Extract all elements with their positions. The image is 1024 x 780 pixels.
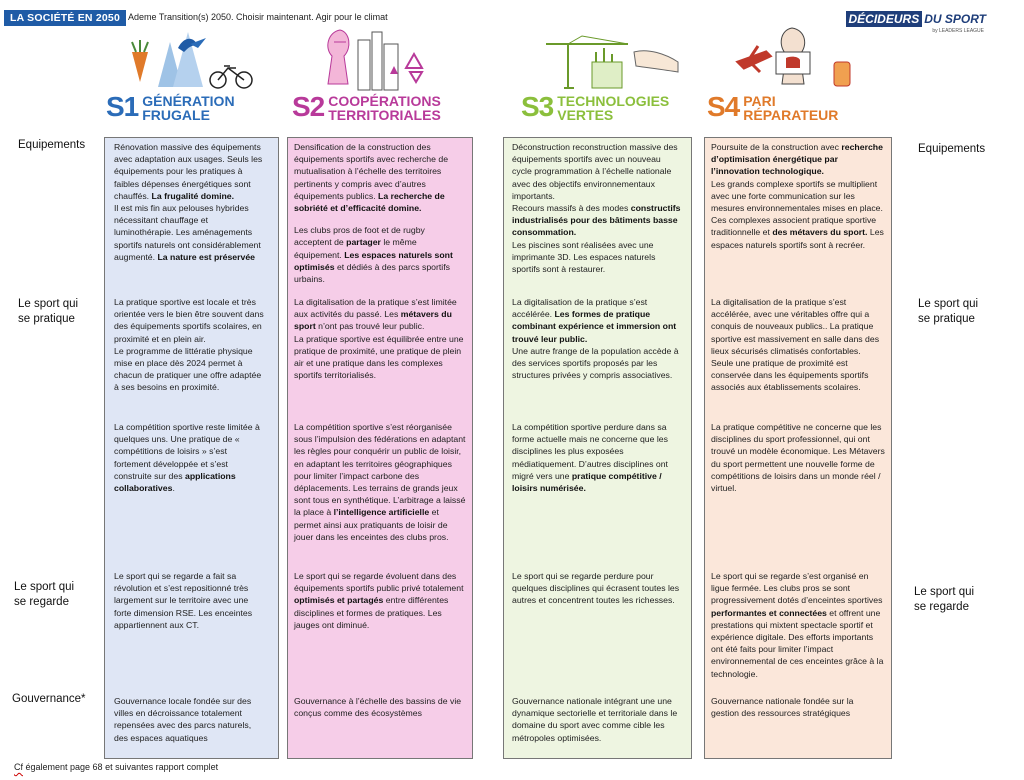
s3-competition: La compétition sportive perdure dans sa forme actuelle mais ne concerne que les disciplines les plus exposées médiatiquement. D’autres disciplines ont migré vers une pratique compétitive / loisirs numérisée. bbox=[512, 422, 668, 494]
s3-regarde: Le sport qui se regarde perdure pour quelques disciplines qui écrasent toutes les autres et concentrent toutes les richesses. bbox=[512, 571, 680, 606]
logo-subtitle: by LEADERS LEAGUE bbox=[932, 28, 984, 34]
s2-equipements: Densification de la construction des équipements sportifs avec recherche de mutualisation à l’échelle des territoires pertinents y compris avec d’autres équipements publics. La recherche de sobriété et d’efficacité domine. Les clubs pros de foot et de rugby acceptent de partager le même équipement. Les espaces naturels sont optimisés et dédiés à des parcs sportifs urbains. bbox=[294, 142, 453, 285]
s3-gouvernance: Gouvernance nationale intégrant une une dynamique sectorielle et territoriale dans le domaine du sport avec comme cible les métropoles optimisées. bbox=[512, 696, 678, 743]
s1-competition: La compétition sportive reste limitée à quelques uns. Une pratique de « compétitions de loisirs » s’est fortement développée et s’est construite sur des applications collaboratives. bbox=[114, 422, 260, 494]
s4-competition: La pratique compétitive ne concerne que les disciplines du sport professionnel, qui ont trouvé un modèle économique. Les Métavers du sport permettent une nouvelle forme de compétitions de loisirs dans un monde réel / virtuel. bbox=[711, 422, 885, 494]
s1-regarde: Le sport qui se regarde a fait sa révolution et s’est repositionné très largement sur le territoire avec une forte dimension RSE. Les enceintes appartiennent aux CT. bbox=[114, 571, 253, 630]
s4-regarde: Le sport qui se regarde s’est organisé en ligue fermée. Les clubs pros se sont progressivement dotés d’enceintes sportives performantes et connectées et offrent une prestations qui mixtent spectacle sportif et expérience digitale. Des efforts importants ont été faits pour limiter l’impact environnemental de ces enceintes grâce à la technologie. bbox=[711, 571, 884, 679]
s2-gouvernance: Gouvernance à l’échelle des bassins de vie conçus comme des écosystèmes bbox=[294, 696, 462, 719]
column-s1 bbox=[104, 137, 279, 759]
crane-factory-hand-illustration bbox=[538, 22, 688, 92]
s3-equipements: Déconstruction reconstruction massive des équipements sportifs avec un nouveau cycle programmation à l’échelle nationale avec des objectifs environnementaux importants. Recours massifs à des modes constructifs industrialisés pour des bâtiments basse consommation. Les piscines sont réalisées avec une imprimante 3D. Les espaces naturels sportifs sont à restaurer. bbox=[512, 142, 681, 275]
row-label-equipements-right: Equipements bbox=[918, 143, 986, 155]
decideurs-du-sport-logo: DÉCIDEURS DU SPORT bbox=[846, 12, 986, 26]
woman-buildings-recycle-illustration bbox=[310, 22, 460, 92]
row-label-equipements-left: Equipements bbox=[18, 139, 86, 151]
woman-plane-screen-illustration bbox=[730, 22, 880, 92]
page-tag: LA SOCIÉTÉ EN 2050 bbox=[4, 10, 126, 26]
s4-pratique: La digitalisation de la pratique s’est accélérée, avec une véritables offre qui a conquis de nouveaux publics.. La pratique sportive est massivement en salle dans des lieux sécurisés climatisés confortables. Seule une pratique de proximité est conservée dans les équipements sportifs associés aux établissements scolaires. bbox=[711, 297, 880, 393]
s3-pratique: La digitalisation de la pratique s’est accélérée. Les formes de pratique combinant expérience et immersion ont trouvé leur public. Une autre frange de la population accède à des services sportifs proposés par les structures privées y compris associatives. bbox=[512, 297, 679, 381]
s1-equipements: Rénovation massive des équipements avec adaptation aux usages. Seuls les équipements pour les pratiques à faibles dépenses énergétiques sont chauffés. La frugalité domine. Il est mis fin aux pelouses hybrides nécessitant chauffage et luminothérapie. Les aménagements sportifs naturels ont considérablement augmenté. La nature est préservée bbox=[114, 142, 263, 262]
row-label-pratique-left: Le sport qui se pratique bbox=[18, 298, 79, 325]
column-s4 bbox=[704, 137, 892, 759]
s4-gouvernance: Gouvernance nationale fondée sur la gestion des ressources stratégiques bbox=[711, 696, 854, 719]
scenario-s2-title: S2 COOPÉRATIONS TERRITORIALES bbox=[292, 91, 441, 123]
column-s3 bbox=[503, 137, 692, 759]
s2-number: S2 bbox=[292, 91, 325, 122]
footer-note: Cf également page 68 et suivantes rapport complet bbox=[14, 762, 219, 772]
row-label-pratique-right: Le sport qui se pratique bbox=[918, 298, 979, 325]
row-label-gouvernance-left: Gouvernance* bbox=[12, 693, 86, 705]
s4-equipements: Poursuite de la construction avec recherche d’optimisation énergétique par l’innovation technologique. Les grands complexe sportifs se multiplient avec une forte communication sur les mesures environnementales mises en place. Ces complexes associent pratique sportive traditionnelle et des métavers du sport. Les espaces naturels sportifs sont à recréer. bbox=[711, 142, 884, 250]
report-subtitle: Ademe Transition(s) 2050. Choisir maintenant. Agir pour le climat bbox=[128, 12, 388, 22]
scenario-s3-title: S3 TECHNOLOGIES VERTES bbox=[521, 91, 670, 123]
scenario-s4-title: S4 PARI RÉPARATEUR bbox=[707, 91, 839, 123]
s2-pratique: La digitalisation de la pratique s’est limitée aux activités du passé. Les métavers du sport n’ont pas trouvé leur public. La pratique sportive est équilibrée entre une pratique de proximité, une pratique de plein air et une pratique dans les complexes sportifs territorialisés. bbox=[294, 297, 464, 381]
row-label-regarde-left: Le sport qui se regarde bbox=[14, 581, 75, 608]
carrot-bird-bicycle-illustration bbox=[118, 22, 268, 92]
s1-gouvernance: Gouvernance locale fondée sur des villes en décroissance totalement repensées avec des parcs naturels, des espaces aquatiques bbox=[114, 696, 252, 743]
s1-number: S1 bbox=[106, 91, 139, 122]
scenario-s1-title: S1 GÉNÉRATION FRUGALE bbox=[106, 91, 235, 123]
s1-pratique: La pratique sportive est locale et très orientée vers le bien être souvent dans des équipements sportifs scolaires, en proximité et en plein air. Le programme de littératie physique mise en place dès 2024 permet à chacun de pratiquer une offre adaptée à ses besoins en proximité. bbox=[114, 297, 264, 393]
s2-competition: La compétition sportive s’est réorganisée sous l’impulsion des fédérations en adaptant les règles pour conquérir un public de loisir, en adaptant les territoires géographiques pour limiter l’impact carbone des déplacements. Les terrains de grands jeux sont tous en synthétique. L’arbitrage a laissé la place à l’intelligence artificielle et permet ainsi aux pratiquants de loisir de jouer dans les enceintes des clubs pros. bbox=[294, 422, 466, 542]
s3-number: S3 bbox=[521, 91, 554, 122]
s4-number: S4 bbox=[707, 91, 740, 122]
row-label-regarde-right: Le sport qui se regarde bbox=[914, 586, 975, 613]
column-s2 bbox=[287, 137, 473, 759]
s2-regarde: Le sport qui se regarde évoluent dans des équipements sportifs public privé totalement optimisés et partagés entre différentes disciplines et formes de pratiques. Les jauges ont diminué. bbox=[294, 571, 464, 630]
